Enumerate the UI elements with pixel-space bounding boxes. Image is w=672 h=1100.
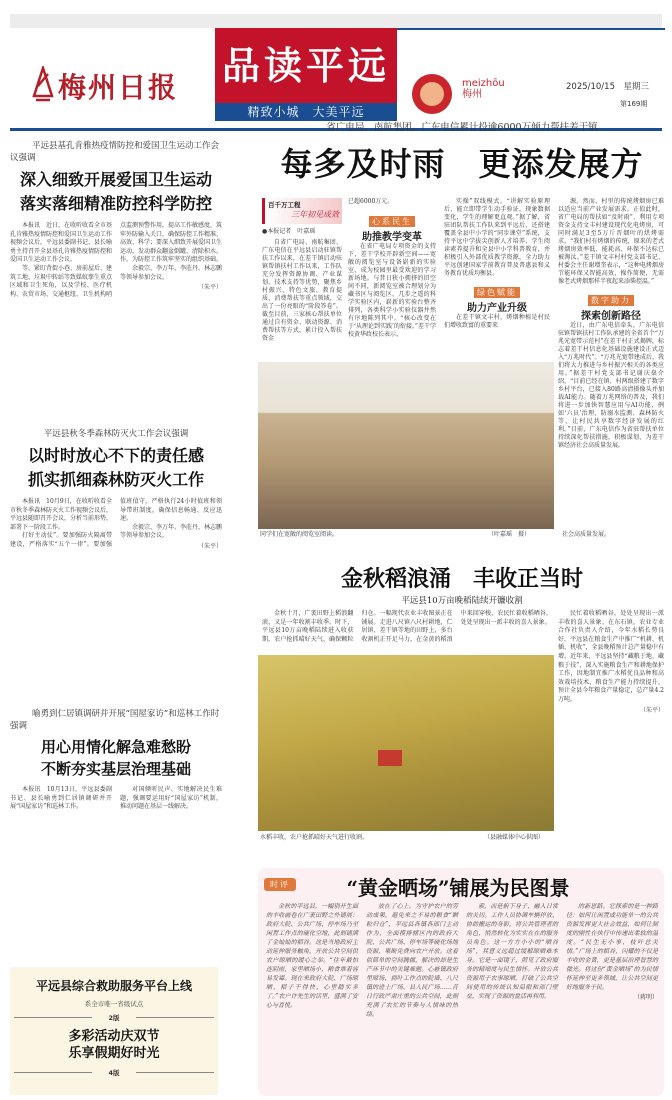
promo-headline-1[interactable]: 平远县综合救助服务平台上线	[35, 979, 192, 993]
main-col4-text: 源。然而，村里的传统烤烟房已难以适应当前产业发展需求。正值此时，省广电局的帮扶如“及时雨”，利用专项资金支持文丰村建设现代化电烤房，可同时满足3至5万斤晋烟叶的烘烤需求。“我们村有烤烟的传统，原来的老式烤烟房效率低、能耗高、环保不达标已被淘汰。”差干镇文丰村村党支部书记、村委会主任谢增奎表示，“这种电烤烟房节能环保又智能高效，操作简便，无需像老式烤烟那样半夜起来添柴控温。”	[558, 198, 664, 285]
article-kicker: 平远县秋冬季森林防灭火工作会议强调	[43, 429, 189, 439]
article-headline	[10, 444, 222, 492]
paragraph: 放在了心上。为守护农户的劳动成果，避免来之不易的粮食“颗粒归仓”，平远县各镇各部门主动作为，全面摸排辖区内的政府大院、公共广场、停车场等硬化场地资源，果断免费向农户开放。这看似简单的空间腾挪，解决的却是生产环节中的关键难题。心悬镇政府里晾场、拥叶工作点的院墙、八尺镇的进士广场、县人民广场……昔日行政严肃庄重的公共空间，此刻充满了农忙的节奏与人情味的热络。	[366, 903, 458, 1018]
main-headline: 每多及时雨 更添发展方	[280, 145, 644, 183]
photo-caption: 水稻丰收，农户抢抓晴好天气进行收割。	[260, 834, 369, 841]
paragraph: 余毅宗、李万年、李莊丹、林志鹏等领导参加会议。	[120, 264, 223, 281]
article-hygiene	[10, 140, 222, 392]
text: 百千万工程	[268, 201, 301, 209]
paragraph: 本报讯 近日，在收听收看全市基孔肯雅热疫情防控和爱国卫生运动工作视频会议后，平远县委副书记、县长喻勇主持召开全县基孔肯雅热疫情防控和爱国卫生运动工作会议。	[10, 222, 113, 264]
article-kicker: 平远县基孔肯雅热疫情防控和爱国卫生运动工作会议强调	[10, 141, 220, 163]
top-rule	[397, 28, 665, 30]
paragraph: 对国倾听民声、实地解决民生难题，强调要运用好“国屋家访”机制，推动问题在基层一线解决。	[120, 786, 222, 811]
article-home-visit	[10, 708, 222, 966]
promo-headline-2[interactable]	[10, 1028, 218, 1062]
commentary-headline: “黄金晒场”铺展为民图景	[346, 876, 570, 900]
article-forest-fire	[10, 428, 222, 693]
harvester-icon	[378, 750, 402, 766]
text: 用心用情化解急难愁盼	[40, 738, 191, 756]
byline: ●本报记者 叶嘉瑶	[262, 228, 316, 235]
paragraph: （朱平）	[197, 542, 222, 550]
subhead: 助力产业升级	[467, 303, 527, 314]
brand-en: meizhōu	[462, 78, 505, 89]
project-badge	[262, 198, 342, 224]
meizhou-brand	[462, 78, 505, 100]
page-ref-2[interactable]: 2版	[10, 1013, 218, 1022]
paragraph: 金秋的平远县，一幅别开生面的丰收画卷在广袤田野之外铺展：政府大院、公共广场、停车场乃至闲置工作点的硬化空地，此刻铺满了金灿灿的稻谷。这是当地政府主动延伸服务触角，开放公共空间供农户晾晒的暖心之举。“往年最怕连阴雨，家里晒场小，粮食堆着容易发霉。现在来政府大院、广场晾晒，稻子干得快，心里踏实多了。”农户许先生的话里，盛满了安心与喜悦。	[266, 903, 358, 1009]
article-headline	[10, 736, 222, 780]
section-masthead	[215, 28, 397, 122]
photo-credit: （叶嘉瑶 摄）	[488, 531, 531, 538]
article-body	[10, 498, 222, 693]
paragraph: 本报讯 10月9日，在收听收看全市秋冬季森林防灭火工作视频会议后，平远县随即召开会议，分析当前形势，部署下一阶段工作。	[10, 498, 113, 531]
text	[348, 209, 436, 228]
article-kicker: 喻勇到仁居镇调研并开展“国屋家访”和巡林工作时强调	[10, 709, 220, 731]
article-body	[10, 786, 222, 966]
paragraph: 金秋十月，广袤田野上稻浪翻滚，又是一年收割丰收季。时下，平远县10万亩晚稻陆续进入收获期，农户抢抓晴好天气，确保颗粒归仓。一幅现代农业丰收图景正在铺展。走进八尺镇八尺村耕地，仁居镇、差干镇等地的田野上，多台收割机正开足马力，在金黄的稻浪中来回穿梭，农民忙着收稻晒谷，处处呈现出一派丰收的喜人景象。	[262, 610, 552, 643]
paper-name: 梅州日报	[58, 71, 179, 104]
section-slogan: 精致小城 大美平远	[215, 103, 397, 121]
paragraph: 打好主动仗”。要加强防火隔离带建设，严格落实“五个一律”。要加强值班值守，严格执行24小时值班和领导带班制度，确保信息畅通、反应迅速。	[10, 498, 222, 548]
main-col-2	[348, 198, 436, 339]
section-tag: 绿色赋能	[474, 287, 520, 298]
rice-harvest-photo	[258, 655, 554, 831]
paragraph: 本报讯 10月13日，平远县委副书记、县长喻勇到仁居镇调研并开展“国屋家访”和巡林工作。	[10, 786, 112, 811]
harvest-right-col	[558, 610, 664, 714]
main-col2-text: 在省广电局专项资金的支持下，差干学校开辟新空间——宽敞的阅览室与设备崭新的实验室，成为校园里最受欢迎的学习新场地。与昔日狭小拥挤的旧空间不同，新阅览室被合理划分为藏书区与阅览区。几步之遥的科学实验区内，崭新的实验台整齐排列，各类科学小实验仪器井然有序地陈列其中。“核心改变在于‘从理论到实践’的衔接。”差干学校黄华政校长表示。	[348, 242, 436, 338]
main-col-3	[444, 198, 550, 330]
paragraph: 索，而是俯下身子、融入日常的关切。工作人员协调车辆停放、协助搬运的身影，将公共管理者的角色，悄然转化为实实在在的服务员角色。这一方方小小的“晒谷场”，其意义远超过缓解晾晒难本身。它是一面镜子，照见了政府服务的精细度与民生情怀。开放公共资源用于农事晾晒，打破了公共空间使用的传统认知局限和部门壁垒，实现了资源的盘活再利用。	[466, 903, 558, 1000]
text: 抓实抓细森林防灭火工作	[27, 470, 204, 489]
library-photo	[258, 362, 554, 529]
page-ref-4[interactable]: 4版	[10, 1068, 218, 1077]
commentary-body	[266, 902, 658, 1019]
harvest-body	[262, 610, 552, 652]
harvest-subhead: 平远县10万亩晚稻陆续开镰收割	[401, 596, 523, 606]
issue-date: 2025/10/15 星期三	[566, 82, 649, 92]
main-kicker: 省广电局、南航集团、广东电信累计投逾6000万倾力帮扶差干镇	[326, 122, 598, 133]
paragraph: 的新思路。它探索的是一种路径：如何让闲置或功能单一的公共资源发挥更大社会效益，如何让制度的刚性在执行中传递出柔软的温度。“民生无小事，枝叶总关情。”广场上的稻谷，闪耀的不仅是丰收的金黄，更是基层治理智慧的微光。将这份“黄金晒场”的为民情怀延伸至更多领域，让公共空间更好地服务于民。	[566, 903, 658, 991]
text: 多彩活动庆双节	[68, 1029, 160, 1044]
paragraph: 民忙着收稻晒谷，处处呈现出一派丰收的喜人景象。在东石镇，农业专业合作社负责人介绍，今年水稻长势良好，平远县在粮食生产中推广“机耕、机插、机收”，全县晚稻预计总产量稳中有增。近年来，平远县坚持“藏粮于地、藏粮于技”，深入实施粮食生产和耕地保护工作，因地制宜推广水稻优良品种和高效栽培技术，粮食生产能力持续提升，预计全县今年粮食产量稳定，总产量4.2万吨。	[558, 610, 664, 703]
text: 不断夯实基层治理基础	[40, 760, 191, 778]
text: 三年初见成效	[291, 210, 339, 219]
top-band	[10, 14, 662, 28]
photo-caption: 同学们在宽敞的阅览室阅读。	[260, 531, 339, 538]
text	[558, 288, 664, 307]
brand-cn: 梅州	[462, 89, 482, 100]
main-col-1	[262, 198, 342, 343]
paper-logo-icon	[30, 66, 56, 106]
main-col3b-text: 在差干镇文丰村，烤烟种植是村民们增收致富的重要来	[444, 314, 550, 329]
text	[34, 68, 52, 100]
harvest-headline: 金秋稻浪涌 丰收正当时	[340, 566, 583, 592]
commentary-author: （蒋明）	[633, 994, 658, 1001]
section-tag: 心系民生	[369, 216, 415, 227]
text	[566, 902, 658, 1019]
paragraph: （朱平）	[197, 284, 222, 292]
main-col3-text: 实操”双线模式。“讲解实验原理后，能立即带学生动手验证，现象数据变化，学生的理解更直观。”据了解，省驻团队帮扶工作队来到平远后，还搭建覆盖全县中小学的“同步课堂”系统，支持平远中学拔尖创新人才培养、学生阅读素养提升和全县中小学科普教育，并积极引入外部优质教学资源，全力助力平远创建国家学前教育普及普惠县和义务教育优质均衡县。	[444, 198, 550, 277]
subhead: 助推教学变革	[362, 231, 422, 243]
section-tag: 数字助力	[588, 295, 634, 306]
meizhou-flower-logo-icon	[412, 74, 452, 114]
commentary-tag: 时评	[264, 878, 296, 891]
main-col1-text: 自省广电局、南航集团、广东电信在平远县启动驻镇帮扶工作以来，在差干镇启动驻镇帮镇扶村工作以来，工作队充分发挥资源协调、产业谋划、技术支持等优势，聚焦乡村振兴、特色文旅、教育提质、消费帮扶等重点领域，交出了一份亮眼的“阶段答卷”。截至目前，三家核心帮扶单位通过自有资金、联动资源、消费帮扶等方式，累计投入帮扶资金	[262, 238, 342, 342]
photo-credit: （县融媒体中心供图）	[484, 834, 545, 841]
issue-number: 第169期	[620, 100, 648, 108]
text: 以时时放心不下的责任感	[27, 446, 204, 465]
paragraph: 已超6000万元。	[348, 198, 394, 205]
main-col4b-text: 近日，由广东电信牵头，广东电信驻镇帮镇扶村工作队承建的全省首个“万兆光宽带示范村”在差干村正式揭牌，标志着差干村信息化基础设施建设正式迈入“万兆时代”。“万兆光宽带建成后，我们将大力推进与乡村振兴相关的各类应用。”据差干村党支部书记谢庆燊介绍，“目前已经在镇、村两级搭建了数字乡村平台，已接入80路高清摄像头并加载AI能力。随着万兆网络的普及，我们将进一步加快智慧应用与AI功能，例如‘六员’治理、防溺水监测、森林防火等，让村民共享数字经济发展的红利。”目前，广东电信作为省驻帮扶单位持续深化帮扶措施，积极谋划，为差干镇经济社会高质量发展。	[558, 322, 664, 449]
subhead: 探索创新路径	[581, 311, 641, 322]
article-body	[10, 222, 222, 392]
promo-box	[10, 967, 218, 1095]
section-title: 品读平远	[215, 28, 397, 103]
article-headline	[10, 168, 222, 216]
text: 落实落细精准防控科学防控	[19, 194, 212, 213]
paragraph: 余毅宗、李万年、李莊丹、林志鹏等领导参加会议。	[120, 523, 223, 540]
text: 乐享假期好时光	[68, 1046, 160, 1061]
promo-sub-1: 系全市唯一省级试点	[84, 1000, 144, 1008]
main-col-4	[558, 198, 664, 450]
commentary-box	[258, 868, 664, 1096]
main-end-note: 社会高质量发展。	[562, 531, 611, 538]
paragraph: （朱平）	[639, 706, 664, 714]
paragraph: 等，紧盯背街小巷、房前屋后、建筑工地、垃圾中转站等致媒蚊孳生重点区域和卫生死角，以及学校、医疗机构、农贸市场、交通枢纽、卫生机构哨点监测预警作用，提高工作敏感度，筑牢外防输入关口，确保防控工作精准、高效、科学；要深入细致开展爱国卫生运动，发动群众翻盆倒罐、清除积水。作，为防控工作筑牢坚实的组织基础。	[10, 222, 223, 298]
text	[444, 280, 550, 299]
text: 深入细致开展爱国卫生运动	[19, 170, 212, 189]
